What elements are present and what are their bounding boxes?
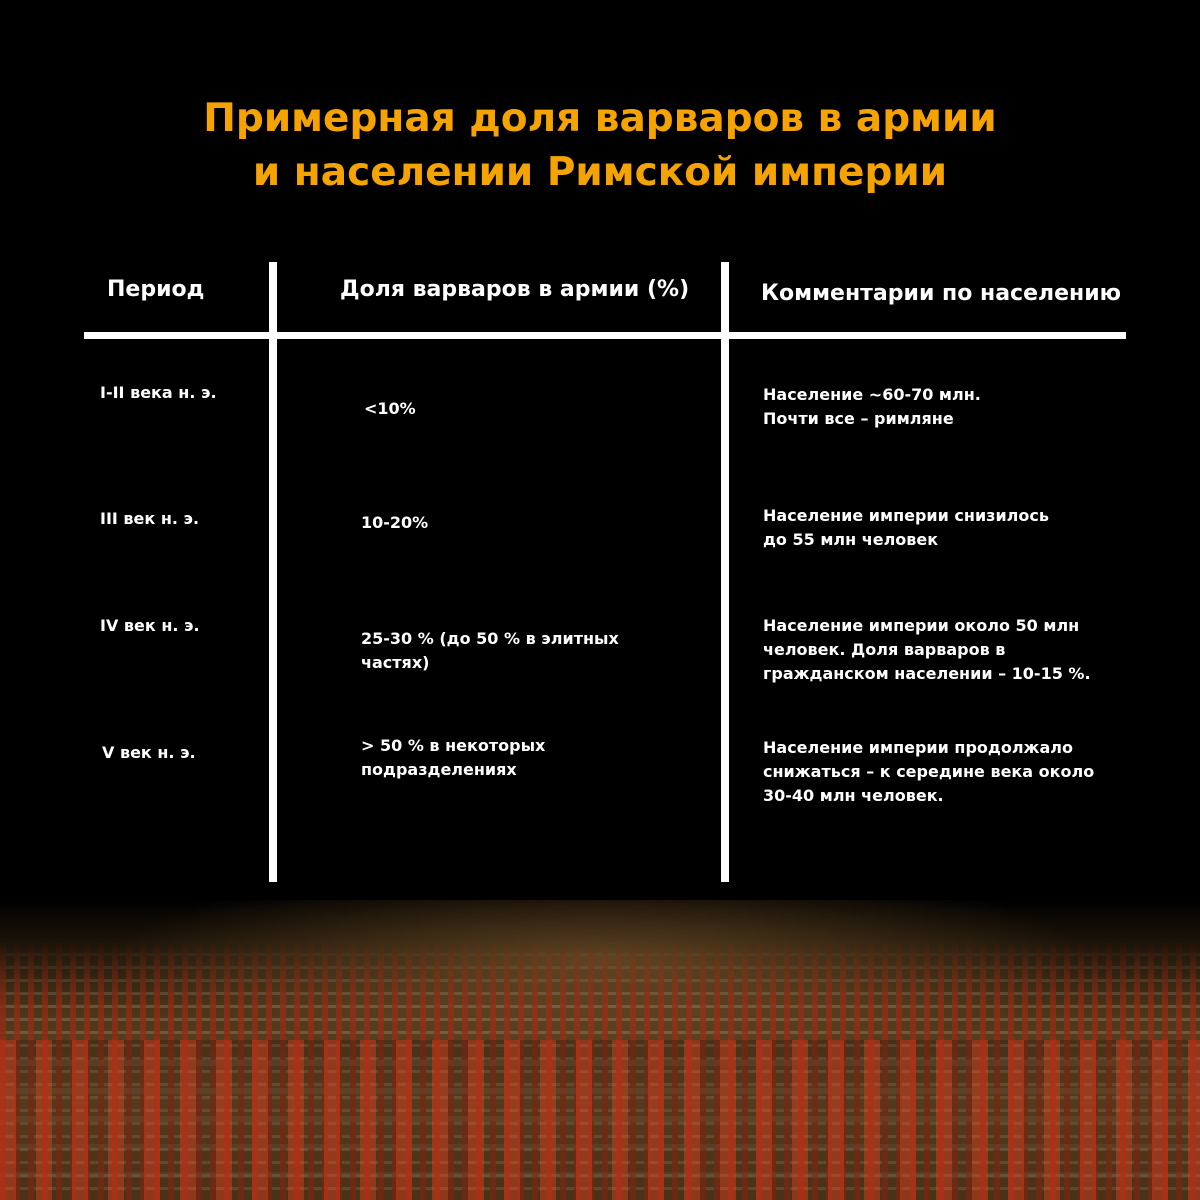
row-4-population: Население империи продолжало снижаться – к середине века около 30-40 млн человек. <box>763 738 1095 805</box>
row-4-period: V век н. э. <box>102 743 196 762</box>
row-4-army-share: > 50 % в некоторых подразделениях <box>361 736 546 779</box>
row-1-population: Население ~60-70 млн. Почти все – римляне <box>763 385 981 428</box>
row-2-army-share: 10-20% <box>361 513 429 532</box>
header-divider <box>84 332 1126 339</box>
row-2-period: III век н. э. <box>100 509 200 528</box>
legion-front-rank-image <box>0 1040 1200 1200</box>
header-period: Период <box>107 277 205 302</box>
header-population: Комментарии по населению <box>761 281 1122 306</box>
row-3-population: Население империи около 50 млн человек. Доля варваров в гражданском населении – 10-15 %. <box>763 616 1091 683</box>
row-3-army-share: 25-30 % (до 50 % в элитных частях) <box>361 629 619 672</box>
title-line-2: и населении Римской империи <box>252 150 948 195</box>
page-title <box>0 92 1200 200</box>
row-2-population: Население империи снизилось до 55 млн человек <box>763 506 1049 549</box>
column-divider-1 <box>269 262 277 882</box>
title-line-1: Примерная доля варваров в армии <box>203 96 997 141</box>
header-army-share: Доля варваров в армии (%) <box>340 277 690 302</box>
row-1-army-share: <10% <box>364 399 416 418</box>
column-divider-2 <box>721 262 729 882</box>
row-3-period: IV век н. э. <box>100 616 200 635</box>
row-1-period: I-II века н. э. <box>100 383 217 402</box>
